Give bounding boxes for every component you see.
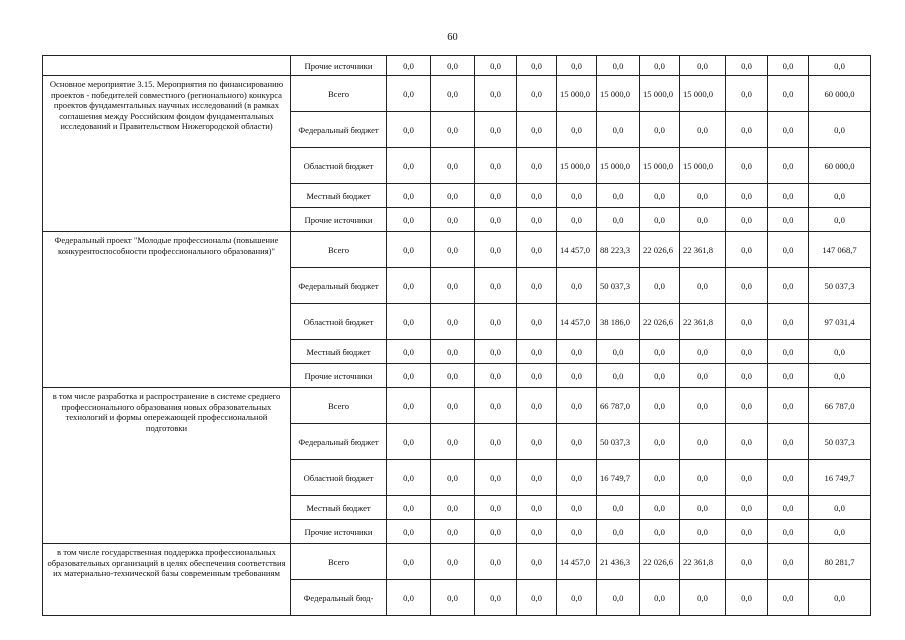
- amount-cell: 0,0: [640, 364, 680, 388]
- funding-source: Местный бюджет: [291, 340, 387, 364]
- amount-cell: 0,0: [557, 340, 597, 364]
- amount-cell: 0,0: [475, 112, 517, 148]
- amount-cell: 50 037,3: [597, 268, 640, 304]
- amount-cell: 22 361,8: [680, 304, 726, 340]
- amount-cell: 14 457,0: [557, 232, 597, 268]
- amount-cell: 0,0: [768, 460, 809, 496]
- amount-cell: 0,0: [387, 520, 431, 544]
- amount-cell: 22 361,8: [680, 544, 726, 580]
- amount-cell: 38 186,0: [597, 304, 640, 340]
- amount-cell: 0,0: [517, 388, 557, 424]
- amount-cell: 15 000,0: [557, 148, 597, 184]
- amount-cell: 0,0: [726, 184, 768, 208]
- table-row: [43, 544, 871, 580]
- amount-cell: 0,0: [768, 56, 809, 76]
- amount-cell: 0,0: [475, 268, 517, 304]
- amount-cell: 0,0: [431, 520, 475, 544]
- amount-cell: 0,0: [475, 496, 517, 520]
- amount-cell: 0,0: [726, 148, 768, 184]
- amount-cell: 14 457,0: [557, 544, 597, 580]
- amount-cell: 147 068,7: [809, 232, 871, 268]
- amount-cell: 0,0: [726, 304, 768, 340]
- amount-cell: 0,0: [640, 424, 680, 460]
- amount-cell: 0,0: [557, 580, 597, 616]
- amount-cell: 0,0: [517, 148, 557, 184]
- amount-cell: 0,0: [517, 364, 557, 388]
- amount-cell: 0,0: [387, 460, 431, 496]
- amount-cell: 0,0: [387, 364, 431, 388]
- amount-cell: 0,0: [680, 388, 726, 424]
- amount-cell: 0,0: [557, 208, 597, 232]
- amount-cell: 0,0: [809, 184, 871, 208]
- amount-cell: 0,0: [768, 520, 809, 544]
- amount-cell: 0,0: [517, 232, 557, 268]
- amount-cell: 15 000,0: [680, 76, 726, 112]
- measure-description: в том числе разработка и распространение в системе среднего профессионального образования новых образовательных технологий и формы опережающей профессиональной подготовки: [43, 388, 291, 544]
- amount-cell: 15 000,0: [557, 76, 597, 112]
- amount-cell: 0,0: [557, 520, 597, 544]
- amount-cell: 0,0: [557, 268, 597, 304]
- amount-cell: 88 223,3: [597, 232, 640, 268]
- amount-cell: 0,0: [387, 304, 431, 340]
- amount-cell: 0,0: [726, 76, 768, 112]
- funding-source: Местный бюджет: [291, 496, 387, 520]
- amount-cell: 15 000,0: [680, 148, 726, 184]
- table-row: [43, 388, 871, 424]
- amount-cell: 0,0: [809, 364, 871, 388]
- amount-cell: 0,0: [768, 208, 809, 232]
- funding-source: Федеральный бюджет: [291, 424, 387, 460]
- amount-cell: 0,0: [431, 232, 475, 268]
- amount-cell: 0,0: [387, 208, 431, 232]
- amount-cell: 0,0: [431, 460, 475, 496]
- amount-cell: 0,0: [431, 208, 475, 232]
- amount-cell: 0,0: [387, 268, 431, 304]
- amount-cell: 0,0: [475, 424, 517, 460]
- amount-cell: 0,0: [680, 496, 726, 520]
- amount-cell: 0,0: [597, 56, 640, 76]
- amount-cell: 0,0: [517, 544, 557, 580]
- amount-cell: 0,0: [517, 340, 557, 364]
- amount-cell: 0,0: [768, 184, 809, 208]
- amount-cell: 16 749,7: [597, 460, 640, 496]
- funding-source: Всего: [291, 388, 387, 424]
- amount-cell: 0,0: [768, 232, 809, 268]
- amount-cell: 22 026,6: [640, 232, 680, 268]
- funding-source: Прочие источники: [291, 364, 387, 388]
- amount-cell: 0,0: [640, 112, 680, 148]
- amount-cell: 0,0: [726, 208, 768, 232]
- amount-cell: 0,0: [517, 268, 557, 304]
- amount-cell: 0,0: [517, 184, 557, 208]
- amount-cell: 0,0: [726, 388, 768, 424]
- amount-cell: 0,0: [431, 148, 475, 184]
- amount-cell: 0,0: [517, 304, 557, 340]
- amount-cell: 0,0: [557, 184, 597, 208]
- amount-cell: 0,0: [768, 424, 809, 460]
- funding-source: Областной бюджет: [291, 304, 387, 340]
- amount-cell: 0,0: [768, 304, 809, 340]
- amount-cell: 0,0: [768, 340, 809, 364]
- amount-cell: 0,0: [557, 112, 597, 148]
- table-row: [43, 76, 871, 112]
- amount-cell: 0,0: [387, 184, 431, 208]
- amount-cell: 0,0: [557, 56, 597, 76]
- amount-cell: 0,0: [431, 112, 475, 148]
- amount-cell: 0,0: [680, 364, 726, 388]
- amount-cell: 0,0: [768, 268, 809, 304]
- amount-cell: 22 026,6: [640, 304, 680, 340]
- amount-cell: 0,0: [387, 424, 431, 460]
- amount-cell: 0,0: [557, 460, 597, 496]
- amount-cell: 0,0: [475, 460, 517, 496]
- amount-cell: 0,0: [517, 208, 557, 232]
- amount-cell: 0,0: [809, 340, 871, 364]
- amount-cell: 0,0: [475, 184, 517, 208]
- amount-cell: 14 457,0: [557, 304, 597, 340]
- amount-cell: 0,0: [640, 496, 680, 520]
- amount-cell: 16 749,7: [809, 460, 871, 496]
- page-number: 60: [447, 32, 458, 43]
- measure-description: Основное мероприятие 3.15. Мероприятия по финансированию проектов - победителей совместного (регионального) конкурса проектов фундаментальных научных исследований (в рамках соглашения между Российским фондом фундаментальных исследований и Правительством Нижегородской области): [43, 76, 291, 232]
- amount-cell: 0,0: [387, 76, 431, 112]
- amount-cell: 0,0: [809, 112, 871, 148]
- amount-cell: 0,0: [597, 208, 640, 232]
- amount-cell: 0,0: [597, 580, 640, 616]
- amount-cell: 0,0: [809, 520, 871, 544]
- amount-cell: 0,0: [726, 520, 768, 544]
- amount-cell: 0,0: [768, 364, 809, 388]
- table-row: [43, 56, 871, 76]
- amount-cell: 0,0: [640, 268, 680, 304]
- amount-cell: 0,0: [597, 520, 640, 544]
- amount-cell: 0,0: [680, 520, 726, 544]
- amount-cell: 0,0: [517, 520, 557, 544]
- amount-cell: 0,0: [680, 184, 726, 208]
- amount-cell: 0,0: [640, 388, 680, 424]
- amount-cell: 15 000,0: [597, 76, 640, 112]
- amount-cell: 0,0: [726, 268, 768, 304]
- amount-cell: 0,0: [597, 364, 640, 388]
- amount-cell: 0,0: [640, 184, 680, 208]
- amount-cell: 0,0: [517, 496, 557, 520]
- amount-cell: 0,0: [640, 520, 680, 544]
- measure-description: в том числе государственная поддержка профессиональных образовательных организаций в целях обеспечения соответствия их материально-технической базы современным требованиям: [43, 544, 291, 616]
- funding-source: Прочие источники: [291, 208, 387, 232]
- amount-cell: 0,0: [597, 184, 640, 208]
- amount-cell: 0,0: [768, 148, 809, 184]
- table-row: [43, 232, 871, 268]
- funding-source: Всего: [291, 232, 387, 268]
- amount-cell: 0,0: [387, 112, 431, 148]
- amount-cell: 0,0: [387, 580, 431, 616]
- amount-cell: 0,0: [768, 112, 809, 148]
- amount-cell: 0,0: [597, 496, 640, 520]
- amount-cell: 0,0: [431, 56, 475, 76]
- amount-cell: 0,0: [680, 460, 726, 496]
- amount-cell: 0,0: [431, 184, 475, 208]
- amount-cell: 0,0: [475, 76, 517, 112]
- amount-cell: 0,0: [726, 232, 768, 268]
- amount-cell: 0,0: [680, 340, 726, 364]
- amount-cell: 0,0: [475, 148, 517, 184]
- amount-cell: 0,0: [431, 580, 475, 616]
- amount-cell: 0,0: [726, 580, 768, 616]
- amount-cell: 0,0: [726, 544, 768, 580]
- amount-cell: 66 787,0: [597, 388, 640, 424]
- amount-cell: 0,0: [557, 424, 597, 460]
- amount-cell: 0,0: [431, 496, 475, 520]
- amount-cell: 0,0: [431, 364, 475, 388]
- amount-cell: 0,0: [475, 520, 517, 544]
- funding-source: Прочие источники: [291, 56, 387, 76]
- amount-cell: 0,0: [726, 460, 768, 496]
- funding-source: Федеральный бюджет: [291, 112, 387, 148]
- amount-cell: 0,0: [475, 208, 517, 232]
- amount-cell: 0,0: [640, 56, 680, 76]
- amount-cell: 0,0: [431, 304, 475, 340]
- funding-source: Областной бюджет: [291, 148, 387, 184]
- amount-cell: 0,0: [640, 460, 680, 496]
- funding-source: Местный бюджет: [291, 184, 387, 208]
- amount-cell: 0,0: [475, 304, 517, 340]
- amount-cell: 0,0: [768, 544, 809, 580]
- amount-cell: 50 037,3: [809, 268, 871, 304]
- amount-cell: 0,0: [517, 580, 557, 616]
- funding-source: Всего: [291, 76, 387, 112]
- amount-cell: 0,0: [431, 340, 475, 364]
- amount-cell: 97 031,4: [809, 304, 871, 340]
- amount-cell: 0,0: [517, 460, 557, 496]
- measure-description: [43, 56, 291, 76]
- amount-cell: 0,0: [431, 544, 475, 580]
- amount-cell: 0,0: [387, 148, 431, 184]
- amount-cell: 0,0: [557, 496, 597, 520]
- amount-cell: 0,0: [475, 340, 517, 364]
- amount-cell: 0,0: [640, 208, 680, 232]
- amount-cell: 0,0: [726, 496, 768, 520]
- amount-cell: 0,0: [475, 580, 517, 616]
- amount-cell: 0,0: [475, 232, 517, 268]
- amount-cell: 0,0: [557, 364, 597, 388]
- amount-cell: 0,0: [680, 268, 726, 304]
- amount-cell: 0,0: [726, 364, 768, 388]
- amount-cell: 0,0: [475, 364, 517, 388]
- amount-cell: 0,0: [640, 580, 680, 616]
- funding-source: Всего: [291, 544, 387, 580]
- amount-cell: 0,0: [431, 388, 475, 424]
- amount-cell: 0,0: [680, 424, 726, 460]
- amount-cell: 0,0: [597, 340, 640, 364]
- amount-cell: 0,0: [387, 388, 431, 424]
- amount-cell: 0,0: [768, 496, 809, 520]
- amount-cell: 0,0: [557, 388, 597, 424]
- amount-cell: 0,0: [517, 424, 557, 460]
- amount-cell: 80 281,7: [809, 544, 871, 580]
- amount-cell: 22 026,6: [640, 544, 680, 580]
- funding-source: Федеральный бюд-: [291, 580, 387, 616]
- amount-cell: 0,0: [726, 56, 768, 76]
- funding-source: Федеральный бюджет: [291, 268, 387, 304]
- amount-cell: 0,0: [768, 388, 809, 424]
- amount-cell: 60 000,0: [809, 148, 871, 184]
- amount-cell: 0,0: [475, 544, 517, 580]
- amount-cell: 0,0: [431, 76, 475, 112]
- amount-cell: 0,0: [726, 424, 768, 460]
- amount-cell: 0,0: [431, 268, 475, 304]
- amount-cell: 0,0: [517, 56, 557, 76]
- amount-cell: 0,0: [387, 544, 431, 580]
- amount-cell: 0,0: [387, 56, 431, 76]
- amount-cell: 22 361,8: [680, 232, 726, 268]
- amount-cell: 0,0: [680, 580, 726, 616]
- amount-cell: 0,0: [768, 76, 809, 112]
- amount-cell: 15 000,0: [640, 76, 680, 112]
- amount-cell: 0,0: [680, 56, 726, 76]
- amount-cell: 0,0: [809, 496, 871, 520]
- budget-table: [42, 55, 871, 616]
- funding-source: Областной бюджет: [291, 460, 387, 496]
- amount-cell: 0,0: [517, 112, 557, 148]
- amount-cell: 0,0: [640, 340, 680, 364]
- amount-cell: 50 037,3: [809, 424, 871, 460]
- amount-cell: 0,0: [809, 208, 871, 232]
- amount-cell: 0,0: [680, 208, 726, 232]
- amount-cell: 0,0: [726, 340, 768, 364]
- amount-cell: 0,0: [726, 112, 768, 148]
- amount-cell: 0,0: [517, 76, 557, 112]
- amount-cell: 50 037,3: [597, 424, 640, 460]
- amount-cell: 0,0: [387, 340, 431, 364]
- amount-cell: 0,0: [768, 580, 809, 616]
- amount-cell: 0,0: [387, 496, 431, 520]
- funding-source: Прочие источники: [291, 520, 387, 544]
- amount-cell: 0,0: [680, 112, 726, 148]
- amount-cell: 60 000,0: [809, 76, 871, 112]
- amount-cell: 15 000,0: [640, 148, 680, 184]
- amount-cell: 21 436,3: [597, 544, 640, 580]
- amount-cell: 15 000,0: [597, 148, 640, 184]
- amount-cell: 0,0: [387, 232, 431, 268]
- amount-cell: 0,0: [431, 424, 475, 460]
- amount-cell: 0,0: [809, 56, 871, 76]
- amount-cell: 0,0: [809, 580, 871, 616]
- amount-cell: 0,0: [475, 56, 517, 76]
- measure-description: Федеральный проект "Молодые профессионалы (повышение конкурентоспособности профессионального образования)": [43, 232, 291, 388]
- amount-cell: 0,0: [597, 112, 640, 148]
- amount-cell: 0,0: [475, 388, 517, 424]
- amount-cell: 66 787,0: [809, 388, 871, 424]
